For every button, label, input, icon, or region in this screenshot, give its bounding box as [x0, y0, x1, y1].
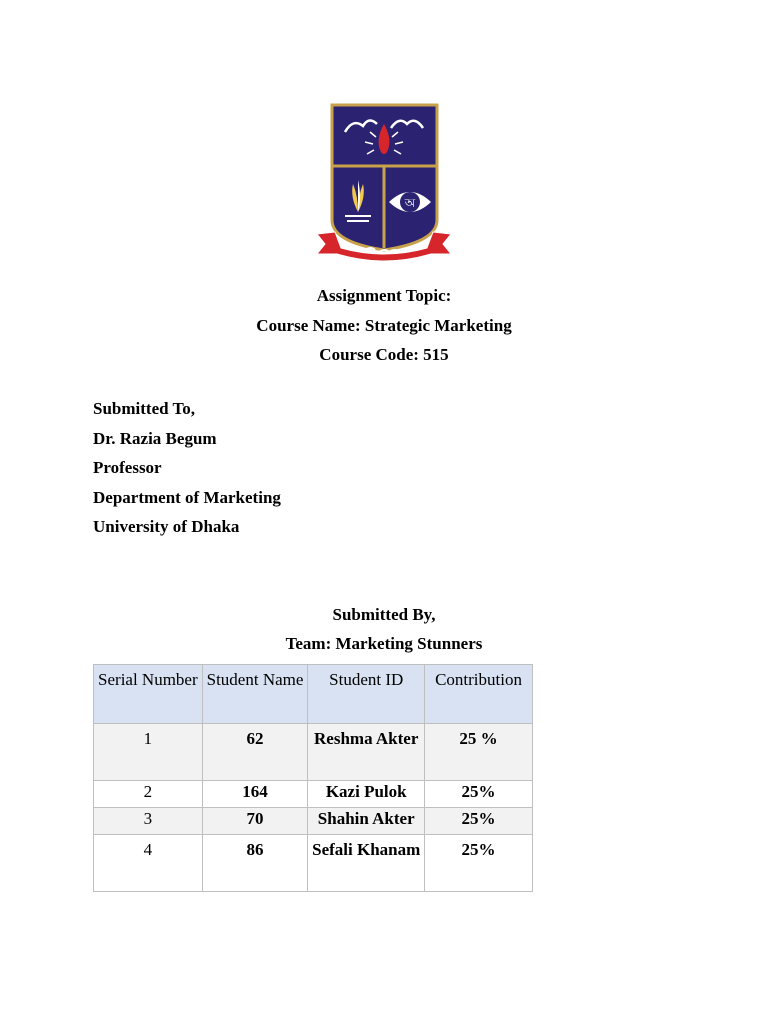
submitted-to-heading: Submitted To,	[93, 399, 196, 418]
submitted-by-heading: Submitted By,	[332, 605, 436, 624]
cell-serial: 4	[94, 835, 203, 892]
university-crest-logo	[315, 102, 453, 268]
cell-contribution: 25%	[425, 835, 533, 892]
header-student-id: Student ID	[308, 665, 425, 724]
cell-name: 86	[202, 835, 308, 892]
cell-id: Reshma Akter	[308, 724, 425, 781]
table-row	[94, 808, 533, 835]
cell-contribution: 25 %	[425, 724, 533, 781]
svg-text:অ: অ	[404, 196, 416, 210]
cell-name: 164	[202, 781, 308, 808]
recipient-department: Department of Marketing	[93, 488, 281, 507]
cell-name: 70	[202, 808, 308, 835]
team-members-table	[93, 664, 533, 892]
cell-contribution: 25%	[425, 781, 533, 808]
recipient-title: Professor	[93, 458, 162, 477]
cell-id: Shahin Akter	[308, 808, 425, 835]
assignment-topic: Assignment Topic:	[316, 286, 452, 305]
cell-id: Sefali Khanam	[308, 835, 425, 892]
cell-serial: 2	[94, 781, 203, 808]
cell-serial: 3	[94, 808, 203, 835]
recipient-university: University of Dhaka	[93, 517, 240, 536]
course-code: Course Code: 515	[319, 345, 449, 364]
table-row	[94, 835, 533, 892]
table-header-row	[94, 665, 533, 724]
cell-contribution: 25%	[425, 808, 533, 835]
header-contribution: Contribution	[425, 665, 533, 724]
table-row	[94, 724, 533, 781]
team-name: Team: Marketing Stunners	[285, 634, 483, 653]
cell-serial: 1	[94, 724, 203, 781]
cell-name: 62	[202, 724, 308, 781]
table-row	[94, 781, 533, 808]
header-serial-number: Serial Number	[94, 665, 203, 724]
cell-id: Kazi Pulok	[308, 781, 425, 808]
course-name: Course Name: Strategic Marketing	[256, 316, 512, 335]
recipient-name: Dr. Razia Begum	[93, 429, 217, 448]
header-student-name: Student Name	[202, 665, 308, 724]
